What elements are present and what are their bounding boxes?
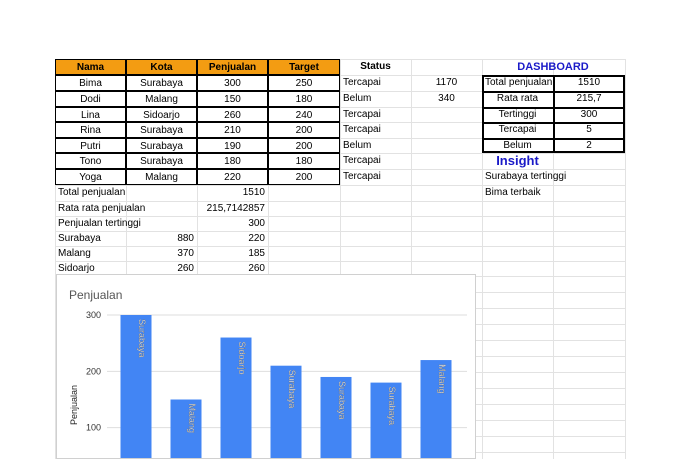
status-cell[interactable]: Tercapai	[343, 171, 381, 182]
dashboard-value[interactable]: 215,7	[576, 93, 602, 104]
dashboard-label[interactable]: Tertinggi	[498, 109, 537, 120]
grid-line	[625, 59, 626, 459]
table-cell[interactable]: Malang	[126, 169, 197, 185]
table-cell[interactable]: 200	[268, 138, 340, 153]
sales-chart[interactable]	[56, 274, 476, 459]
table-cell[interactable]: Surabaya	[126, 122, 197, 138]
summary-label[interactable]: Penjualan tertinggi	[58, 218, 141, 229]
y-tick-label: 100	[85, 422, 101, 433]
table-cell[interactable]: 210	[197, 122, 268, 138]
chart-canvas	[57, 275, 475, 458]
bar-data-label: Sidoarjo	[237, 341, 247, 375]
bar-data-label: Surabaya	[387, 386, 397, 426]
dashboard-title[interactable]: DASHBOARD	[517, 61, 589, 73]
table-cell[interactable]: Surabaya	[126, 138, 197, 153]
table-cell[interactable]: 180	[197, 153, 268, 169]
dashboard-value[interactable]: 300	[580, 109, 598, 120]
y-tick-label: 200	[85, 366, 101, 377]
status-header[interactable]: Status	[360, 61, 391, 72]
table-cell[interactable]: 200	[268, 122, 340, 138]
dashboard-value[interactable]: 2	[586, 140, 592, 151]
insight-title[interactable]: Insight	[496, 153, 539, 168]
table-cell[interactable]: 180	[268, 153, 340, 169]
bar-data-label: Malang	[187, 403, 197, 434]
table-cell[interactable]: Tono	[55, 153, 126, 169]
summary-value[interactable]: 215,7142857	[206, 203, 265, 214]
city-total[interactable]: 260	[177, 263, 194, 274]
bar-data-label: Surabaya	[137, 319, 147, 358]
table-header-nama[interactable]: Nama	[55, 59, 126, 75]
table-cell[interactable]: Rina	[55, 122, 126, 138]
dashboard-value[interactable]: 5	[586, 124, 592, 135]
status-cell[interactable]: Belum	[343, 140, 372, 151]
city-label[interactable]: Sidoarjo	[58, 263, 95, 274]
summary-value[interactable]: 1510	[242, 187, 265, 198]
summary-value[interactable]: 300	[248, 218, 265, 229]
status-cell[interactable]: Tercapai	[343, 155, 381, 166]
status-cell[interactable]: Tercapai	[343, 124, 381, 135]
y-tick-label: 300	[85, 310, 101, 320]
bar-data-label: Surabaya	[287, 369, 297, 409]
table-header-penjualan[interactable]: Penjualan	[197, 59, 268, 75]
chart-title: Penjualan	[69, 288, 123, 302]
dashboard-row-divider	[482, 107, 625, 109]
dashboard-row-divider	[482, 138, 625, 140]
city-average[interactable]: 185	[248, 248, 265, 259]
dashboard-divider	[553, 75, 555, 153]
bar-data-label: Surabaya	[337, 380, 347, 420]
summary-label[interactable]: Rata rata penjualan	[58, 203, 146, 214]
chart-y-axis-label: Penjualan	[69, 384, 79, 425]
dashboard-row-divider	[482, 122, 625, 124]
table-cell[interactable]: 250	[268, 75, 340, 91]
city-label[interactable]: Malang	[58, 248, 91, 259]
table-cell[interactable]: Sidoarjo	[126, 107, 197, 122]
table-cell[interactable]: Surabaya	[126, 75, 197, 91]
table-cell[interactable]: 220	[197, 169, 268, 185]
status-count-cell[interactable]: 1170	[435, 77, 458, 88]
city-average[interactable]: 220	[248, 233, 265, 244]
status-count-cell[interactable]: 340	[438, 93, 455, 104]
city-total[interactable]: 880	[177, 233, 194, 244]
table-header-target[interactable]: Target	[268, 59, 340, 75]
table-header-kota[interactable]: Kota	[126, 59, 197, 75]
status-cell[interactable]: Belum	[343, 93, 372, 104]
city-total[interactable]: 370	[177, 248, 194, 259]
table-cell[interactable]: 150	[197, 91, 268, 107]
summary-label[interactable]: Total penjualan	[58, 187, 126, 198]
table-cell[interactable]: Dodi	[55, 91, 126, 107]
table-cell[interactable]: Lina	[55, 107, 126, 122]
table-cell[interactable]: Bima	[55, 75, 126, 91]
table-cell[interactable]: Surabaya	[126, 153, 197, 169]
table-cell[interactable]: 240	[268, 107, 340, 122]
dashboard-value[interactable]: 1510	[577, 77, 601, 88]
status-cell[interactable]: Tercapai	[343, 77, 381, 88]
table-cell[interactable]: Putri	[55, 138, 126, 153]
dashboard-row-divider	[482, 91, 625, 93]
dashboard-label[interactable]: Belum	[503, 140, 532, 151]
table-cell[interactable]: 300	[197, 75, 268, 91]
table-cell[interactable]: Yoga	[55, 169, 126, 185]
dashboard-label[interactable]: Total penjualan	[485, 77, 553, 88]
insight-line[interactable]: Surabaya tertinggi	[485, 171, 567, 182]
table-cell[interactable]: 260	[197, 107, 268, 122]
table-cell[interactable]: 190	[197, 138, 268, 153]
insight-line[interactable]: Bima terbaik	[485, 187, 541, 198]
dashboard-label[interactable]: Tercapai	[498, 124, 537, 135]
dashboard-label[interactable]: Rata rata	[496, 93, 539, 104]
status-cell[interactable]: Tercapai	[343, 109, 381, 120]
table-cell[interactable]: Malang	[126, 91, 197, 107]
city-average[interactable]: 260	[248, 263, 265, 274]
table-cell[interactable]: 200	[268, 169, 340, 185]
table-cell[interactable]: 180	[268, 91, 340, 107]
bar-data-label: Malang	[437, 364, 447, 394]
city-label[interactable]: Surabaya	[58, 233, 101, 244]
